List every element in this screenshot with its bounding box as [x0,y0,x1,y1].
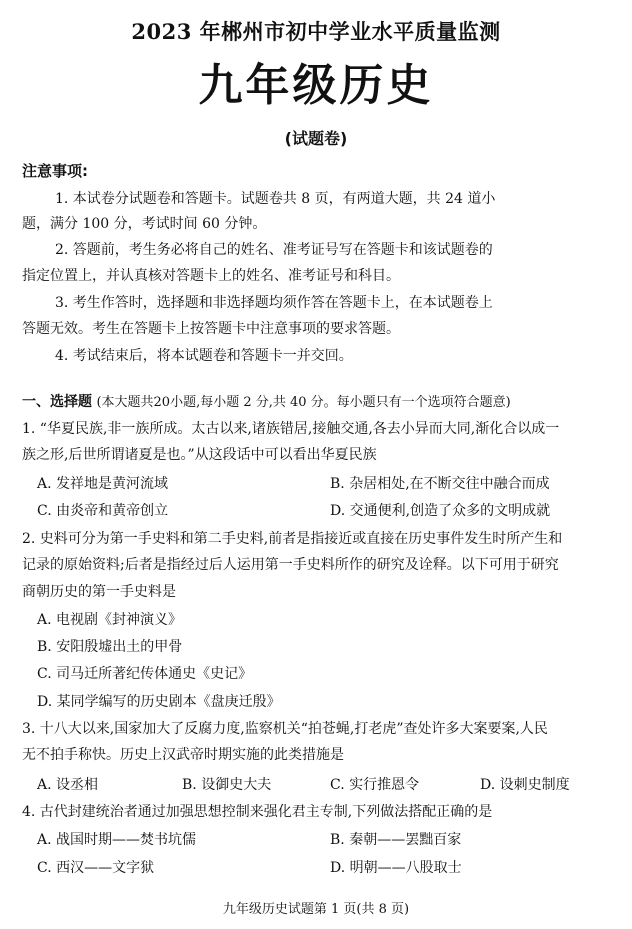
question-1-option-c: C. 由炎帝和黄帝创立 [37,503,169,519]
question-4-option-a: A. 战国时期——焚书坑儒 [37,832,197,848]
question-4-line: 4. 古代封建统治者通过加强思想控制来强化君主专制,下列做法搭配正确的是 [22,804,493,820]
question-2-line: 商朝历史的第一手史料是 [22,584,176,600]
paper-type-label: (试题卷) [284,129,348,148]
section-description: (本大题共20小题,每小题 2 分,共 40 分。每小题只有一个选项符合题意) [96,395,511,410]
question-3-option-d: D. 设刺史制度 [480,777,570,793]
section-heading [22,393,511,412]
question-2-line: 2. 史料可分为第一手史料和第二手史料,前者是指接近或直接在历史事件发生时所产生和 [22,531,563,547]
question-2-option-a: A. 电视剧《封神演义》 [37,612,183,628]
question-1-option-d: D. 交通便利,创造了众多的文明成就 [330,503,551,519]
question-3-line: 无不拍手称快。历史上汉武帝时期实施的此类措施是 [22,747,344,763]
question-4-option-c: C. 西汉——文字狱 [37,860,155,876]
subject-title: 九年级历史 [198,60,434,111]
section-title: 一、选择题 [22,394,92,410]
question-3-line: 3. 十八大以来,国家加大了反腐力度,监察机关“拍苍蝇,打老虎”查处许多大案要案,人民 [22,721,548,737]
question-2-option-d: D. 某同学编写的历史剧本《盘庚迁殷》 [37,694,281,710]
notice-line: 1. 本试卷分试题卷和答题卡。试题卷共 8 页，有两道大题，共 24 道小 [55,191,496,207]
question-4-option-d: D. 明朝——八股取士 [330,860,462,876]
question-2-option-c: C. 司马迁所著纪传体通史《史记》 [37,666,253,682]
notice-heading: 注意事项: [22,162,88,180]
notice-line: 答题无效。考生在答题卡上按答题卡中注意事项的要求答题。 [22,321,400,337]
question-4-option-b: B. 秦朝——罢黜百家 [330,832,462,848]
question-2-line: 记录的原始资料;后者是指经过后人运用第一手史料所作的研究及诠释。以下可用于研究 [22,557,559,573]
notice-line: 3. 考生作答时，选择题和非选择题均须作答在答题卡上，在本试题卷上 [55,295,493,311]
question-1-option-b: B. 杂居相处,在不断交往中融合而成 [330,476,550,492]
notice-line: 2. 答题前，考生务必将自己的姓名、准考证号写在答题卡和该试题卷的 [55,242,493,258]
question-1-option-a: A. 发祥地是黄河流域 [37,476,169,492]
notice-line: 指定位置上，并认真核对答题卡上的姓名、准考证号和科目。 [22,268,400,284]
question-2-option-b: B. 安阳殷墟出土的甲骨 [37,639,183,655]
question-3-option-c: C. 实行推恩令 [330,777,420,793]
question-1-line: 1. “华夏民族,非一族所成。太古以来,诸族错居,接触交通,各去小异而大同,渐化合以成一 [22,421,560,437]
notice-line: 4. 考试结束后，将本试题卷和答题卡一并交回。 [55,348,353,364]
question-3-option-a: A. 设丞相 [37,777,99,793]
notice-line: 题，满分 100 分，考试时间 60 分钟。 [22,216,267,232]
exam-title: 2023 年郴州市初中学业水平质量监测 [131,19,501,44]
question-1-line: 族之形,后世所谓诸夏是也。”从这段话中可以看出华夏民族 [22,447,377,463]
question-3-option-b: B. 设御史大夫 [182,777,272,793]
page-footer: 九年级历史试题第 1 页(共 8 页) [222,902,410,917]
